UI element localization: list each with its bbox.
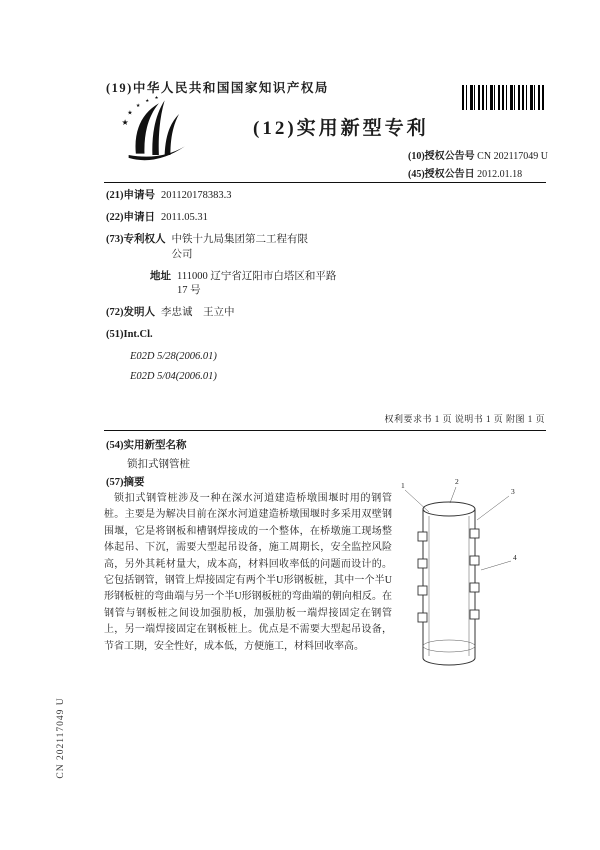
invention-title: 锁扣式钢管桩	[127, 459, 190, 470]
intcl-entry: E02D 5/28(2006.01)	[130, 351, 217, 363]
figure-label-1: 1	[401, 481, 405, 490]
intcl-row	[106, 328, 406, 342]
address-row	[150, 270, 406, 298]
side-publication-number: CN 202117049 U	[56, 697, 66, 779]
svg-text:★: ★	[154, 96, 159, 100]
figure-label-4: 4	[513, 553, 517, 562]
pages-info: 权利要求书 1 页 说明书 1 页 附图 1 页	[384, 414, 545, 424]
inventors-label: (72)发明人	[106, 307, 155, 319]
inventors-row	[106, 306, 406, 320]
patentee-value: 中铁十九局集团第二工程有限公司	[171, 234, 308, 260]
abstract-text: 锁扣式钢管桩涉及一种在深水河道建造桥墩围堰时用的钢管桩。主要是为解决目前在深水河道建造桥墩围堰时多采用双壁钢围堰，它是将钢板和槽钢焊接成的一个整体，在桥墩施工现场整体起吊、下沉，需要大型起吊设备，施工周期长，安全监控风险高，另外其耗材量大，成本高，材料回收率低的问题而设计的。它包括钢管，钢管上焊接固定有两个半U形钢板桩，其中一个半U形钢板桩的弯曲端与另一个半U形钢板桩的弯曲端的朝向相反。在钢管与钢板桩之间设加强肋板，加强肋板一端焊接固定在钢管上，另一端焊接固定在钢板桩上。优点是不需要大型起吊设备，节省工期，安全性好，成本低，方便施工，材料回收率高。	[104, 493, 392, 652]
application-number-value: 201120178383.3	[161, 190, 232, 201]
inventors-value: 李忠诚 王立中	[161, 307, 235, 319]
abstract-section-label: (57)摘要	[106, 477, 145, 488]
filing-date-label: (22)申请日	[106, 212, 155, 224]
filing-date-row	[106, 211, 406, 225]
intcl-entries	[130, 350, 406, 383]
barcode	[462, 85, 546, 110]
publication-number-label: (10)授权公告号	[408, 151, 475, 162]
document-type-title: (12)实用新型专利	[253, 118, 429, 139]
svg-text:★: ★	[135, 103, 141, 109]
publication-number-value: CN 202117049 U	[477, 151, 548, 162]
figure-label-3: 3	[511, 487, 515, 496]
horizontal-rule-top	[104, 182, 546, 183]
title-section-label: (54)实用新型名称	[106, 440, 187, 451]
publication-date-label: (45)授权公告日	[408, 169, 475, 180]
publication-number-line	[408, 147, 548, 162]
publication-date-line	[408, 165, 522, 180]
svg-text:★: ★	[127, 110, 133, 117]
intcl-label: (51)Int.Cl.	[106, 329, 153, 341]
address-label: 地址	[150, 270, 171, 282]
filing-date-value: 2011.05.31	[161, 212, 208, 224]
application-number-label: (21)申请号	[106, 190, 155, 201]
svg-text:★: ★	[121, 117, 129, 127]
issuing-office: (19)中华人民共和国国家知识产权局	[106, 81, 329, 95]
patent-drawing	[393, 476, 525, 674]
bibliographic-data	[106, 189, 406, 389]
patentee-label: (73)专利权人	[106, 234, 166, 246]
publication-date-value: 2012.01.18	[477, 169, 523, 180]
intcl-entry: E02D 5/04(2006.01)	[130, 370, 217, 382]
sipo-logo-icon	[120, 96, 192, 174]
svg-text:★: ★	[145, 97, 150, 103]
figure-label-2: 2	[455, 477, 459, 486]
address-value: 111000 辽宁省辽阳市白塔区和平路 17 号	[177, 270, 337, 296]
patentee-row	[106, 233, 406, 261]
horizontal-rule-middle	[104, 430, 546, 431]
application-number-row	[106, 189, 406, 203]
